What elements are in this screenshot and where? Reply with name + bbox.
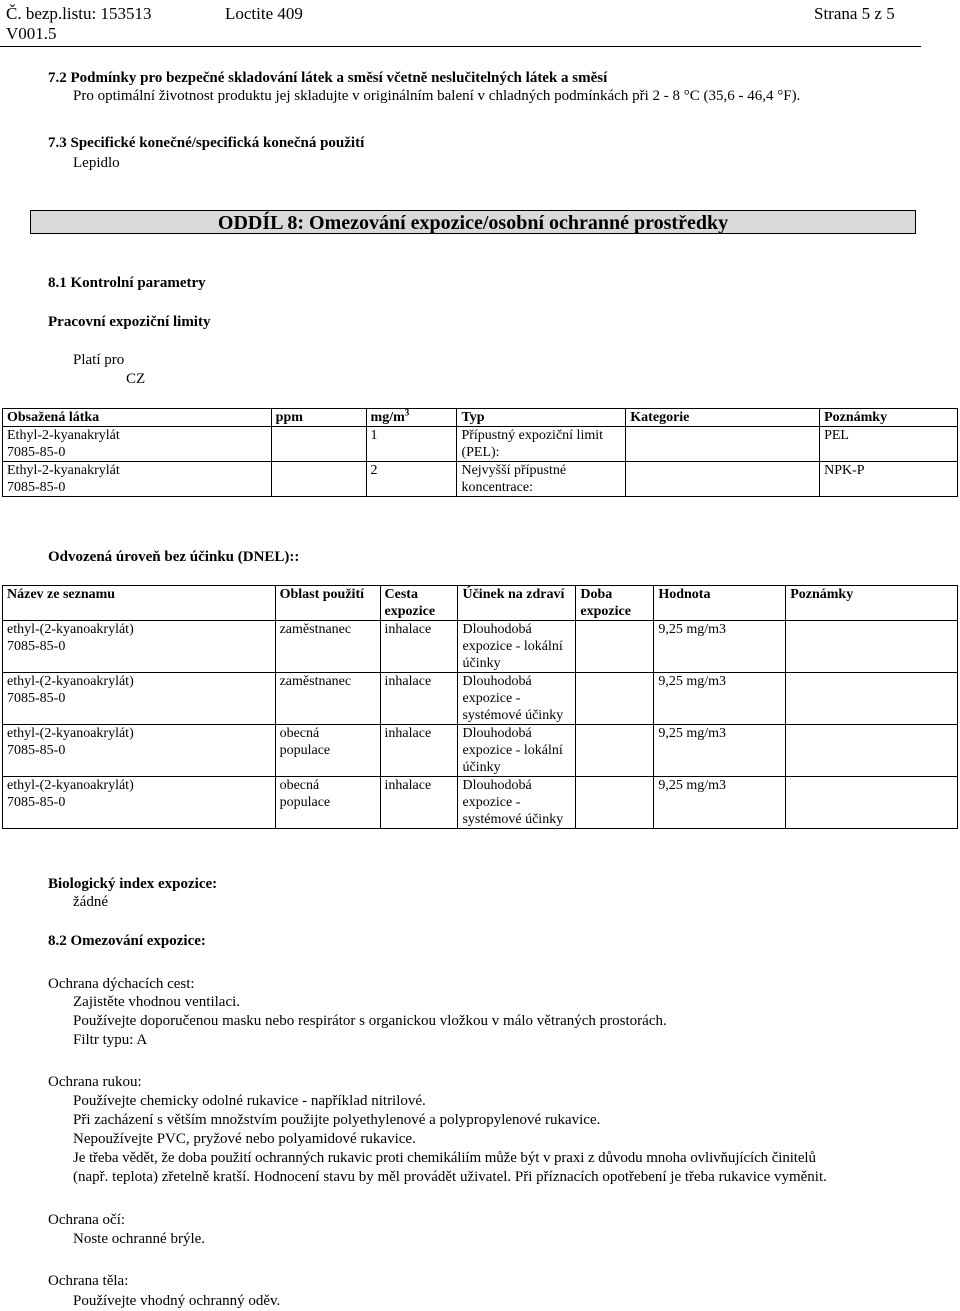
hand-label: Ochrana rukou: <box>48 1074 142 1090</box>
bio-index-value: žádné <box>73 894 108 910</box>
dnel-header-row <box>3 586 958 621</box>
name-cell: ethyl-(2-kyanoakrylát) 7085-85-0 <box>3 777 276 829</box>
applies-label: Platí pro <box>73 352 125 368</box>
value-cell: 9,25 mg/m3 <box>654 725 786 777</box>
category-cell <box>626 462 820 497</box>
dnel-header-notes: Poznámky <box>786 586 958 621</box>
type-cell: Nejvyšší přípustné koncentrace: <box>457 462 626 497</box>
product-name: Loctite 409 <box>225 4 303 23</box>
duration-cell <box>576 777 654 829</box>
effect-cell: Dlouhodobá expozice - systémové účinky <box>458 673 576 725</box>
section-7-2-text: Pro optimální životnost produktu jej skladujte v originálním balení v chladných podmínkách při 2 - 8 °C (35,6 - 46,4 °F). <box>73 88 801 104</box>
notes-cell <box>786 621 958 673</box>
value-cell: 9,25 mg/m3 <box>654 621 786 673</box>
oel-header-category: Kategorie <box>626 409 820 427</box>
hand-line: Nepoužívejte PVC, pryžové nebo polyamidové rukavice. <box>73 1131 416 1147</box>
ppm-cell <box>271 427 366 462</box>
table-row <box>3 427 958 462</box>
body-line: Používejte vhodný ochranný oděv. <box>73 1293 281 1309</box>
substance-cell: Ethyl-2-kyanakrylát 7085-85-0 <box>3 462 272 497</box>
hand-line: Při zacházení s větším množstvím použijte polyethylenové a polypropylenové rukavice. <box>73 1112 601 1128</box>
table-row <box>3 725 958 777</box>
route-cell: inhalace <box>380 621 458 673</box>
hand-line: Používejte chemicky odolné rukavice - například nitrilové. <box>73 1093 426 1109</box>
table-row <box>3 777 958 829</box>
dnel-header-value: Hodnota <box>654 586 786 621</box>
oel-subtitle: Pracovní expoziční limity <box>48 314 211 330</box>
eye-line: Noste ochranné brýle. <box>73 1231 206 1247</box>
dnel-title: Odvozená úroveň bez účinku (DNEL):: <box>48 549 300 565</box>
hand-line: Je třeba vědět, že doba použití ochranných rukavic proti chemikáliím může být v praxi z důvodu mnoha ovlivňujících činitelů <box>73 1150 816 1166</box>
area-cell: obecná populace <box>275 777 380 829</box>
applies-value: CZ <box>126 371 146 387</box>
notes-cell <box>786 673 958 725</box>
effect-cell: Dlouhodobá expozice - lokální účinky <box>458 725 576 777</box>
effect-cell: Dlouhodobá expozice - systémové účinky <box>458 777 576 829</box>
dnel-header-duration: Doba expozice <box>576 586 654 621</box>
dnel-table <box>2 585 958 829</box>
notes-cell <box>786 777 958 829</box>
sheet-number: Č. bezp.listu: 153513 <box>6 4 152 23</box>
name-cell: ethyl-(2-kyanoakrylát) 7085-85-0 <box>3 673 276 725</box>
respiratory-line: Filtr typu: A <box>73 1032 148 1048</box>
ppm-cell <box>271 462 366 497</box>
respiratory-line: Zajistěte vhodnou ventilaci. <box>73 994 241 1010</box>
version: V001.5 <box>6 24 57 43</box>
effect-cell: Dlouhodobá expozice - lokální účinky <box>458 621 576 673</box>
value-cell: 9,25 mg/m3 <box>654 777 786 829</box>
section-8-1-title: 8.1 Kontrolní parametry <box>48 275 206 291</box>
oel-header-row <box>3 409 958 427</box>
superscript: 3 <box>404 407 410 418</box>
section-7-2-title: 7.2 Podmínky pro bezpečné skladování látek a směsí včetně neslučitelných látek a směsí <box>48 70 608 86</box>
body-label: Ochrana těla: <box>48 1273 129 1289</box>
substance-cell: Ethyl-2-kyanakrylát 7085-85-0 <box>3 427 272 462</box>
duration-cell <box>576 621 654 673</box>
category-cell <box>626 427 820 462</box>
duration-cell <box>576 725 654 777</box>
eye-label: Ochrana očí: <box>48 1212 126 1228</box>
table-row <box>3 621 958 673</box>
oel-header-mgm3: $mg/m^3$ <box>366 409 457 427</box>
respiratory-label: Ochrana dýchacích cest: <box>48 976 195 992</box>
mgm3-cell: 1 <box>366 427 457 462</box>
area-cell: zaměstnanec <box>275 673 380 725</box>
section-7-3-text: Lepidlo <box>73 155 120 171</box>
route-cell: inhalace <box>380 725 458 777</box>
hand-line: (např. teplota) zřetelně kratší. Hodnocení stavu by měl provádět uživatel. Při příznacích opotřebení je třeba rukavice vyměnit. <box>73 1169 827 1185</box>
header-divider <box>0 46 921 47</box>
dnel-header-effect: Účinek na zdraví <box>458 586 576 621</box>
notes-cell: NPK-P <box>820 462 958 497</box>
section-8-heading: ODDÍL 8: Omezování expozice/osobní ochranné prostředky <box>30 210 916 234</box>
type-cell: Přípustný expoziční limit (PEL): <box>457 427 626 462</box>
value-cell: 9,25 mg/m3 <box>654 673 786 725</box>
route-cell: inhalace <box>380 673 458 725</box>
area-cell: zaměstnanec <box>275 621 380 673</box>
section-8-2-title: 8.2 Omezování expozice: <box>48 933 206 949</box>
notes-cell <box>786 725 958 777</box>
oel-table <box>2 408 958 497</box>
bio-index-title: Biologický index expozice: <box>48 876 218 892</box>
route-cell: inhalace <box>380 777 458 829</box>
name-cell: ethyl-(2-kyanoakrylát) 7085-85-0 <box>3 725 276 777</box>
table-row <box>3 462 958 497</box>
notes-cell: PEL <box>820 427 958 462</box>
dnel-header-area: Oblast použití <box>275 586 380 621</box>
dnel-header-route: Cesta expozice <box>380 586 458 621</box>
table-row <box>3 673 958 725</box>
page-number: Strana 5 z 5 <box>814 4 895 23</box>
respiratory-line: Používejte doporučenou masku nebo respirátor s organickou vložkou v málo větraných prostorách. <box>73 1013 667 1029</box>
dnel-header-name: Název ze seznamu <box>3 586 276 621</box>
oel-header-ppm: ppm <box>271 409 366 427</box>
duration-cell <box>576 673 654 725</box>
oel-header-type: Typ <box>457 409 626 427</box>
area-cell: obecná populace <box>275 725 380 777</box>
name-cell: ethyl-(2-kyanoakrylát) 7085-85-0 <box>3 621 276 673</box>
section-7-3-title: 7.3 Specifické konečné/specifická konečná použití <box>48 135 365 151</box>
oel-header-substance: Obsažená látka <box>3 409 272 427</box>
mgm3-cell: 2 <box>366 462 457 497</box>
oel-header-notes: Poznámky <box>820 409 958 427</box>
